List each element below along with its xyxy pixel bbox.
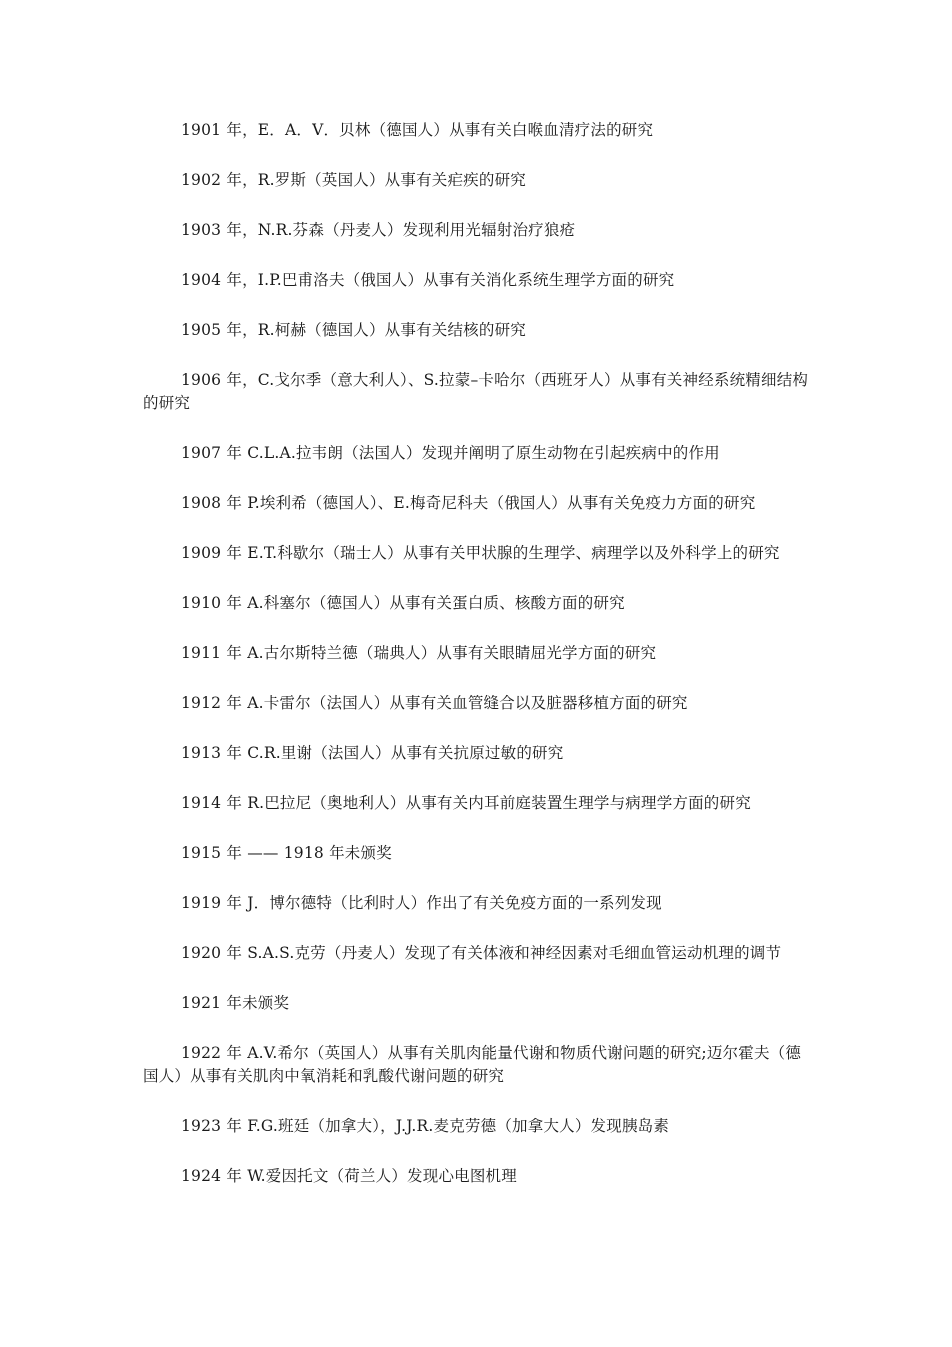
entry-1908: 1908 年 P.埃利希（德国人）、E.梅奇尼科夫（俄国人）从事有关免疫力方面的研究: [181, 494, 756, 512]
entry-1922: 1922 年 A.V.希尔（英国人）从事有关肌肉能量代谢和物质代谢问题的研究;迈尔霍夫（德国人）从事有关肌肉中氧消耗和乳酸代谢问题的研究: [143, 1044, 802, 1085]
entry-1913: 1913 年 C.R.里谢（法国人）从事有关抗原过敏的研究: [181, 744, 564, 762]
entry-1901: 1901 年，E．A．V．贝林（德国人）从事有关白喉血清疗法的研究: [181, 121, 654, 139]
entry-1904: 1904 年，I.P.巴甫洛夫（俄国人）从事有关消化系统生理学方面的研究: [181, 271, 675, 289]
entry-1921: 1921 年未颁奖: [181, 994, 290, 1012]
entry-1920: 1920 年 S.A.S.克劳（丹麦人）发现了有关体液和神经因素对毛细血管运动机理的调节: [181, 944, 782, 962]
entry-1907: 1907 年 C.L.A.拉韦朗（法国人）发现并阐明了原生动物在引起疾病中的作用: [181, 444, 720, 462]
entry-1905: 1905 年，R.柯赫（德国人）从事有关结核的研究: [181, 321, 526, 339]
entry-1903: 1903 年，N.R.芬森（丹麦人）发现利用光辐射治疗狼疮: [181, 221, 576, 239]
entry-1915-1918: 1915 年 —— 1918 年未颁奖: [181, 844, 392, 862]
entry-1914: 1914 年 R.巴拉尼（奥地利人）从事有关内耳前庭装置生理学与病理学方面的研究: [181, 794, 751, 812]
entry-1923: 1923 年 F.G.班廷（加拿大），J.J.R.麦克劳德（加拿大人）发现胰岛素: [181, 1117, 670, 1135]
entry-1910: 1910 年 A.科塞尔（德国人）从事有关蛋白质、核酸方面的研究: [181, 594, 625, 612]
entry-1911: 1911 年 A.古尔斯特兰德（瑞典人）从事有关眼睛屈光学方面的研究: [181, 644, 657, 662]
entry-1906: 1906 年，C.戈尔季（意大利人）、S.拉蒙–卡哈尔（西班牙人）从事有关神经系统精细结构的研究: [143, 371, 809, 412]
entry-1924: 1924 年 W.爱因托文（荷兰人）发现心电图机理: [181, 1167, 517, 1185]
entry-1902: 1902 年，R.罗斯（英国人）从事有关疟疾的研究: [181, 171, 526, 189]
entry-1909: 1909 年 E.T.科歇尔（瑞士人）从事有关甲状腺的生理学、病理学以及外科学上的研究: [181, 544, 780, 562]
entry-1912: 1912 年 A.卡雷尔（法国人）从事有关血管缝合以及脏器移植方面的研究: [181, 694, 688, 712]
document-body: [143, 119, 813, 1215]
entry-1919: 1919 年 J．博尔德特（比利时人）作出了有关免疫方面的一系列发现: [181, 894, 662, 912]
